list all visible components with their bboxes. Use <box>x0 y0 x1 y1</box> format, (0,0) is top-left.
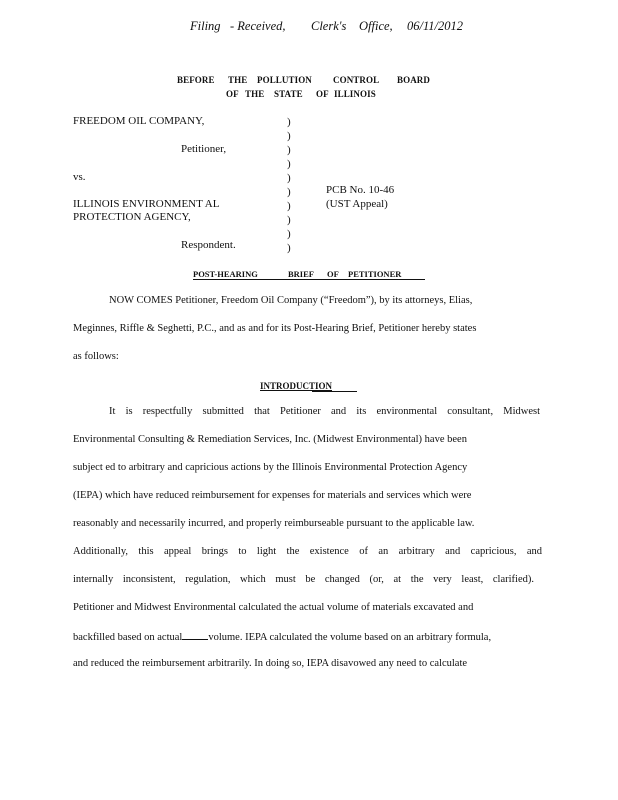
board-word: THE <box>228 75 248 85</box>
stamp-received: - Received, <box>230 19 286 33</box>
petitioner-role: Petitioner, <box>181 143 227 155</box>
brief-title-word: POST-HEARING <box>193 269 258 279</box>
stamp-office: Office, <box>359 19 393 33</box>
body-line-8: Petitioner and Midwest Environmental calculated the actual volume of materials excavated and <box>73 602 474 613</box>
paren-mark: ) <box>287 144 291 156</box>
stamp-clerks: Clerk's <box>311 19 347 33</box>
body-line-6: Additionally, this appeal brings to light the existence of an arbitrary and capricious, and <box>73 546 542 557</box>
board-word: ILLINOIS <box>334 89 376 99</box>
respondent-name-line2: PROTECTION AGENCY, <box>73 211 191 223</box>
brief-title-word: PETITIONER <box>348 269 402 279</box>
paren-mark: ) <box>287 172 291 184</box>
stamp-filing: Filing <box>190 19 221 33</box>
paren-mark: ) <box>287 158 291 170</box>
board-word: THE <box>245 89 265 99</box>
brief-title-word: BRIEF <box>288 269 314 279</box>
body-line-2: Environmental Consulting & Remediation Services, Inc. (Midwest Environmental) have been <box>73 434 467 445</box>
board-word: OF <box>316 89 329 99</box>
brief-title-word: OF <box>327 269 339 279</box>
body-line-3: subject ed to arbitrary and capricious actions by the Illinois Environmental Protection Agency <box>73 462 468 473</box>
section-heading: INTRODUCTION <box>260 381 333 391</box>
stamp-date: 06/11/2012 <box>407 19 464 33</box>
body-line-4: (IEPA) which have reduced reimbursement for expenses for materials and services which were <box>73 490 472 501</box>
board-word: CONTROL <box>333 75 380 85</box>
board-word: STATE <box>274 89 303 99</box>
brief-title-underline <box>193 279 425 280</box>
body-line-9-start: backfilled based on actual <box>73 632 183 643</box>
board-word: POLLUTION <box>257 75 312 85</box>
board-word: BEFORE <box>177 75 215 85</box>
body-line-7: internally inconsistent, regulation, which must be changed (or, at the very least, clarified). <box>73 574 534 585</box>
case-type: (UST Appeal) <box>326 198 388 210</box>
petitioner-name: FREEDOM OIL COMPANY, <box>73 115 205 127</box>
respondent-name-line1: ILLINOIS ENVIRONMENT AL <box>73 198 220 210</box>
body-line-1: It is respectfully submitted that Petitioner and its environmental consultant, Midwest <box>109 406 540 417</box>
body-line-9 <box>73 630 491 643</box>
section-heading-underline <box>312 391 357 392</box>
body-line-9-end: volume. IEPA calculated the volume based on an arbitrary formula, <box>208 632 492 643</box>
blank-line <box>182 630 208 640</box>
paren-mark: ) <box>287 186 291 198</box>
filing-stamp <box>0 19 618 39</box>
intro-line-3: as follows: <box>73 351 119 362</box>
caption-parens <box>287 115 291 255</box>
paren-mark: ) <box>287 200 291 212</box>
case-number: PCB No. 10-46 <box>326 184 395 196</box>
body-line-10: and reduced the reimbursement arbitrarily. In doing so, IEPA disavowed any need to calculate <box>73 658 468 669</box>
paren-mark: ) <box>287 214 291 226</box>
intro-line-2: Meginnes, Riffle & Seghetti, P.C., and as and for its Post-Hearing Brief, Petitioner hereby states <box>73 323 477 334</box>
board-word: OF <box>226 89 239 99</box>
paren-mark: ) <box>287 130 291 142</box>
board-word: BOARD <box>397 75 431 85</box>
respondent-role: Respondent. <box>181 239 236 251</box>
paren-mark: ) <box>287 116 291 128</box>
body-line-5: reasonably and necessarily incurred, and properly reimburseable pursuant to the applicable law. <box>73 518 475 529</box>
paren-mark: ) <box>287 242 291 254</box>
paren-mark: ) <box>287 228 291 240</box>
versus: vs. <box>73 171 86 183</box>
intro-line-1: NOW COMES Petitioner, Freedom Oil Company (“Freedom”), by its attorneys, Elias, <box>109 295 473 306</box>
